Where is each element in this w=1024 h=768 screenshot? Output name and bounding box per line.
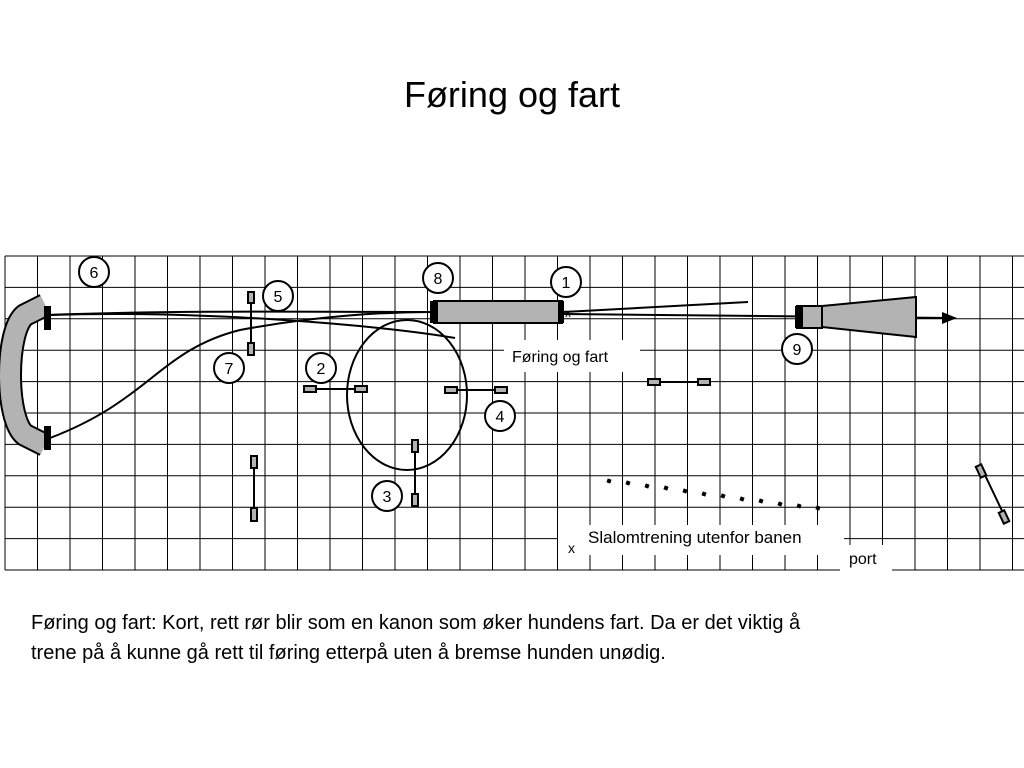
marker-6 <box>79 257 109 287</box>
caption-line-2: trene på å kunne gå rett til føring etterpå uten å bremse hunden unødig. <box>31 642 666 664</box>
marker-5 <box>263 281 293 311</box>
marker-3 <box>372 481 402 511</box>
label-port: port <box>849 551 877 568</box>
svg-text:2: 2 <box>316 361 326 378</box>
slalom-poles <box>606 478 820 510</box>
svg-text:6: 6 <box>89 265 99 282</box>
marker-4 <box>485 401 515 431</box>
svg-text:7: 7 <box>224 361 234 378</box>
svg-text:8: 8 <box>433 271 443 288</box>
marker-7 <box>214 353 244 383</box>
x-mark-tunnel: x <box>565 306 571 320</box>
slide-caption <box>31 608 991 668</box>
marker-2 <box>306 353 336 383</box>
page-title: Føring og fart <box>403 74 621 115</box>
svg-text:3: 3 <box>382 489 392 506</box>
svg-text:5: 5 <box>273 289 283 306</box>
marker-9 <box>782 334 812 364</box>
curved-tunnel <box>10 305 51 450</box>
marker-1 <box>551 267 581 297</box>
chute <box>795 297 916 337</box>
straight-tunnel <box>430 301 564 323</box>
label-slalom: Slalomtrening utenfor banen <box>588 528 802 547</box>
caption-line-1: Føring og fart: Kort, rett rør blir som en kanon som øker hundens fart. Da er det viktig å <box>31 612 801 634</box>
svg-text:4: 4 <box>495 409 505 426</box>
agility-course-diagram <box>0 250 1024 580</box>
arrow-head <box>942 312 957 324</box>
svg-text:1: 1 <box>561 275 571 292</box>
x-mark-slalom: x <box>568 540 575 556</box>
marker-8 <box>423 263 453 293</box>
label-foring-og-fart: Føring og fart <box>512 349 609 366</box>
svg-text:9: 9 <box>792 342 802 359</box>
